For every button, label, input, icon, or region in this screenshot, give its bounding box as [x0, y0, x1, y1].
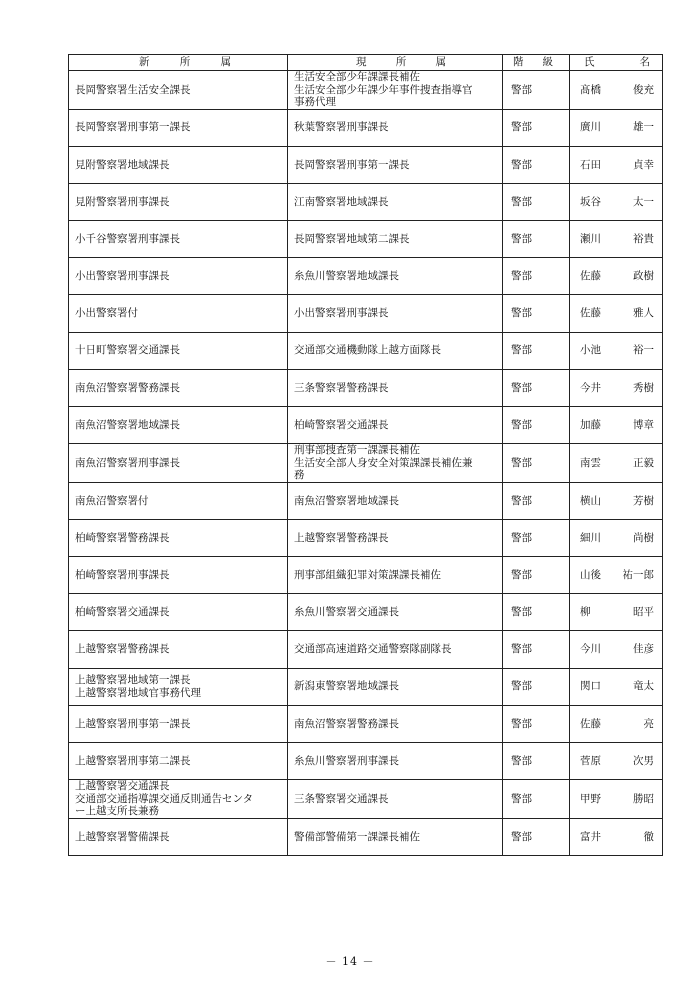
- table-row: [69, 221, 663, 258]
- family-name: 小池: [580, 344, 601, 357]
- current-post-cell: 糸魚川警察署交通課長: [288, 594, 503, 631]
- rank-cell: 警部: [503, 631, 570, 668]
- rank-cell: 警部: [503, 818, 570, 855]
- name-cell: [570, 519, 663, 556]
- family-name: 甲野: [580, 792, 601, 805]
- given-name: 貞幸: [633, 158, 654, 171]
- family-name: 関口: [580, 680, 601, 693]
- given-name: 尚樹: [633, 531, 654, 544]
- full-name: [580, 457, 654, 470]
- full-name: [580, 419, 654, 432]
- rank-cell: 警部: [503, 332, 570, 369]
- rank-cell: 警部: [503, 668, 570, 705]
- full-name: [580, 680, 654, 693]
- family-name: 今井: [580, 381, 601, 394]
- new-post-cell: 長岡警察署刑事第一課長: [69, 109, 288, 146]
- table-row: [69, 258, 663, 295]
- rank-cell: 警部: [503, 780, 570, 819]
- table-row: [69, 705, 663, 742]
- given-name: 秀樹: [633, 381, 654, 394]
- current-post-cell: 刑事部組織犯罪対策課課長補佐: [288, 557, 503, 594]
- full-name: [580, 606, 654, 619]
- current-post-cell: 交通部高速道路交通警察隊副隊長: [288, 631, 503, 668]
- name-cell: [570, 780, 663, 819]
- name-cell: [570, 109, 663, 146]
- full-name: [580, 233, 654, 246]
- family-name: 山後: [580, 568, 601, 581]
- new-post-cell: 小出警察署付: [69, 295, 288, 332]
- given-name: 勝昭: [633, 792, 654, 805]
- given-name: 政樹: [633, 270, 654, 283]
- given-name: 竜太: [633, 680, 654, 693]
- family-name: 髙橋: [580, 83, 601, 96]
- current-post-cell: 上越警察署警務課長: [288, 519, 503, 556]
- given-name: 雅人: [633, 307, 654, 320]
- current-post-cell: 新潟東警察署地域課長: [288, 668, 503, 705]
- family-name: 柳: [580, 606, 591, 619]
- table-header-row: [69, 55, 663, 71]
- header-current-post: 現 所 属: [288, 55, 503, 71]
- given-name: 次男: [633, 754, 654, 767]
- full-name: [580, 532, 654, 545]
- family-name: 佐藤: [580, 270, 601, 283]
- current-post-cell: 長岡警察署刑事第一課長: [288, 146, 503, 183]
- rank-cell: 警部: [503, 743, 570, 780]
- table-row: [69, 369, 663, 406]
- current-post-cell: 秋葉警察署刑事課長: [288, 109, 503, 146]
- rank-cell: 警部: [503, 594, 570, 631]
- personnel-table: [68, 54, 663, 856]
- new-post-cell: 長岡警察署生活安全課長: [69, 71, 288, 110]
- current-post-cell: 刑事部捜査第一課課長補佐 生活安全部人身安全対策課課長補佐兼 務: [288, 444, 503, 483]
- table-row: [69, 780, 663, 819]
- header-new-post: 新 所 属: [69, 55, 288, 71]
- rank-cell: 警部: [503, 221, 570, 258]
- full-name: [580, 159, 654, 172]
- rank-cell: 警部: [503, 444, 570, 483]
- table-row: [69, 668, 663, 705]
- name-cell: [570, 557, 663, 594]
- new-post-cell: 上越警察署交通課長 交通部交通指導課交通反則通告センタ ー上越支所長兼務: [69, 780, 288, 819]
- new-post-cell: 柏崎警察署交通課長: [69, 594, 288, 631]
- name-cell: [570, 369, 663, 406]
- family-name: 坂谷: [580, 195, 601, 208]
- full-name: [580, 643, 654, 656]
- name-cell: [570, 71, 663, 110]
- rank-cell: 警部: [503, 109, 570, 146]
- new-post-cell: 上越警察署刑事第一課長: [69, 705, 288, 742]
- current-post-cell: 柏崎警察署交通課長: [288, 407, 503, 444]
- new-post-cell: 上越警察署刑事第二課長: [69, 743, 288, 780]
- current-post-cell: 糸魚川警察署地域課長: [288, 258, 503, 295]
- family-name: 瀬川: [580, 232, 601, 245]
- full-name: [580, 831, 654, 844]
- new-post-cell: 柏崎警察署刑事課長: [69, 557, 288, 594]
- name-cell: [570, 146, 663, 183]
- rank-cell: 警部: [503, 258, 570, 295]
- full-name: [580, 121, 654, 134]
- current-post-cell: 生活安全部少年課課長補佐 生活安全部少年課少年事件捜査指導官 事務代理: [288, 71, 503, 110]
- rank-cell: 警部: [503, 557, 570, 594]
- given-name: 徹: [643, 830, 654, 843]
- given-name: 太一: [633, 195, 654, 208]
- table-row: [69, 146, 663, 183]
- current-post-cell: 糸魚川警察署刑事課長: [288, 743, 503, 780]
- table-row: [69, 332, 663, 369]
- table-row: [69, 818, 663, 855]
- table-row: [69, 743, 663, 780]
- full-name: [580, 793, 654, 806]
- current-post-cell: 小出警察署刑事課長: [288, 295, 503, 332]
- family-name: 佐藤: [580, 307, 601, 320]
- table-row: [69, 71, 663, 110]
- table-row: [69, 594, 663, 631]
- current-post-cell: 南魚沼警察署地域課長: [288, 482, 503, 519]
- name-cell: [570, 295, 663, 332]
- new-post-cell: 南魚沼警察署刑事課長: [69, 444, 288, 483]
- family-name: 佐藤: [580, 717, 601, 730]
- table-row: [69, 519, 663, 556]
- name-cell: [570, 631, 663, 668]
- rank-cell: 警部: [503, 146, 570, 183]
- rank-cell: 警部: [503, 295, 570, 332]
- full-name: [580, 84, 654, 97]
- new-post-cell: 小千谷警察署刑事課長: [69, 221, 288, 258]
- name-cell: [570, 482, 663, 519]
- given-name: 正毅: [633, 456, 654, 469]
- table-row: [69, 407, 663, 444]
- given-name: 祐一郎: [622, 568, 654, 581]
- table-row: [69, 109, 663, 146]
- new-post-cell: 見附警察署刑事課長: [69, 183, 288, 220]
- full-name: [580, 344, 654, 357]
- name-cell: [570, 818, 663, 855]
- new-post-cell: 見附警察署地域課長: [69, 146, 288, 183]
- full-name: [580, 569, 654, 582]
- table-row: [69, 631, 663, 668]
- name-cell: [570, 221, 663, 258]
- full-name: [580, 196, 654, 209]
- table-row: [69, 183, 663, 220]
- table-row: [69, 557, 663, 594]
- name-cell: [570, 668, 663, 705]
- family-name: 南雲: [580, 456, 601, 469]
- rank-cell: 警部: [503, 482, 570, 519]
- new-post-cell: 上越警察署地域第一課長 上越警察署地域官事務代理: [69, 668, 288, 705]
- new-post-cell: 上越警察署警務課長: [69, 631, 288, 668]
- name-cell: [570, 743, 663, 780]
- rank-cell: 警部: [503, 407, 570, 444]
- rank-cell: 警部: [503, 519, 570, 556]
- full-name: [580, 718, 654, 731]
- current-post-cell: 長岡警察署地域第二課長: [288, 221, 503, 258]
- table-row: [69, 295, 663, 332]
- given-name: 博章: [633, 418, 654, 431]
- new-post-cell: 南魚沼警察署付: [69, 482, 288, 519]
- new-post-cell: 柏崎警察署警務課長: [69, 519, 288, 556]
- given-name: 昭平: [633, 606, 654, 619]
- new-post-cell: 上越警察署警備課長: [69, 818, 288, 855]
- rank-cell: 警部: [503, 183, 570, 220]
- current-post-cell: 江南警察署地域課長: [288, 183, 503, 220]
- given-name: 裕一: [633, 344, 654, 357]
- given-name: 芳樹: [633, 494, 654, 507]
- family-name: 菅原: [580, 754, 601, 767]
- personnel-table-container: [68, 54, 662, 856]
- rank-cell: 警部: [503, 369, 570, 406]
- rank-cell: 警部: [503, 705, 570, 742]
- page-number: － 14 －: [325, 955, 375, 968]
- current-post-cell: 南魚沼警察署警務課長: [288, 705, 503, 742]
- name-cell: [570, 407, 663, 444]
- header-rank: 階 級: [503, 55, 570, 71]
- current-post-cell: 三条警察署警務課長: [288, 369, 503, 406]
- family-name: 富井: [580, 830, 601, 843]
- new-post-cell: 十日町警察署交通課長: [69, 332, 288, 369]
- family-name: 横山: [580, 494, 601, 507]
- name-cell: [570, 444, 663, 483]
- table-body: [69, 71, 663, 856]
- current-post-cell: 三条警察署交通課長: [288, 780, 503, 819]
- given-name: 俊充: [633, 83, 654, 96]
- new-post-cell: 南魚沼警察署地域課長: [69, 407, 288, 444]
- family-name: 今川: [580, 643, 601, 656]
- full-name: [580, 382, 654, 395]
- full-name: [580, 755, 654, 768]
- given-name: 雄一: [633, 121, 654, 134]
- name-cell: [570, 183, 663, 220]
- full-name: [580, 307, 654, 320]
- rank-cell: 警部: [503, 71, 570, 110]
- family-name: 石田: [580, 158, 601, 171]
- name-cell: [570, 705, 663, 742]
- given-name: 亮: [643, 717, 654, 730]
- given-name: 佳彦: [633, 643, 654, 656]
- table-row: [69, 482, 663, 519]
- current-post-cell: 警備部警備第一課課長補佐: [288, 818, 503, 855]
- family-name: 細川: [580, 531, 601, 544]
- given-name: 裕貴: [633, 232, 654, 245]
- full-name: [580, 495, 654, 508]
- family-name: 加藤: [580, 418, 601, 431]
- name-cell: [570, 258, 663, 295]
- header-name: 氏 名: [570, 55, 663, 71]
- name-cell: [570, 332, 663, 369]
- new-post-cell: 小出警察署刑事課長: [69, 258, 288, 295]
- family-name: 廣川: [580, 121, 601, 134]
- table-row: [69, 444, 663, 483]
- current-post-cell: 交通部交通機動隊上越方面隊長: [288, 332, 503, 369]
- name-cell: [570, 594, 663, 631]
- new-post-cell: 南魚沼警察署警務課長: [69, 369, 288, 406]
- full-name: [580, 270, 654, 283]
